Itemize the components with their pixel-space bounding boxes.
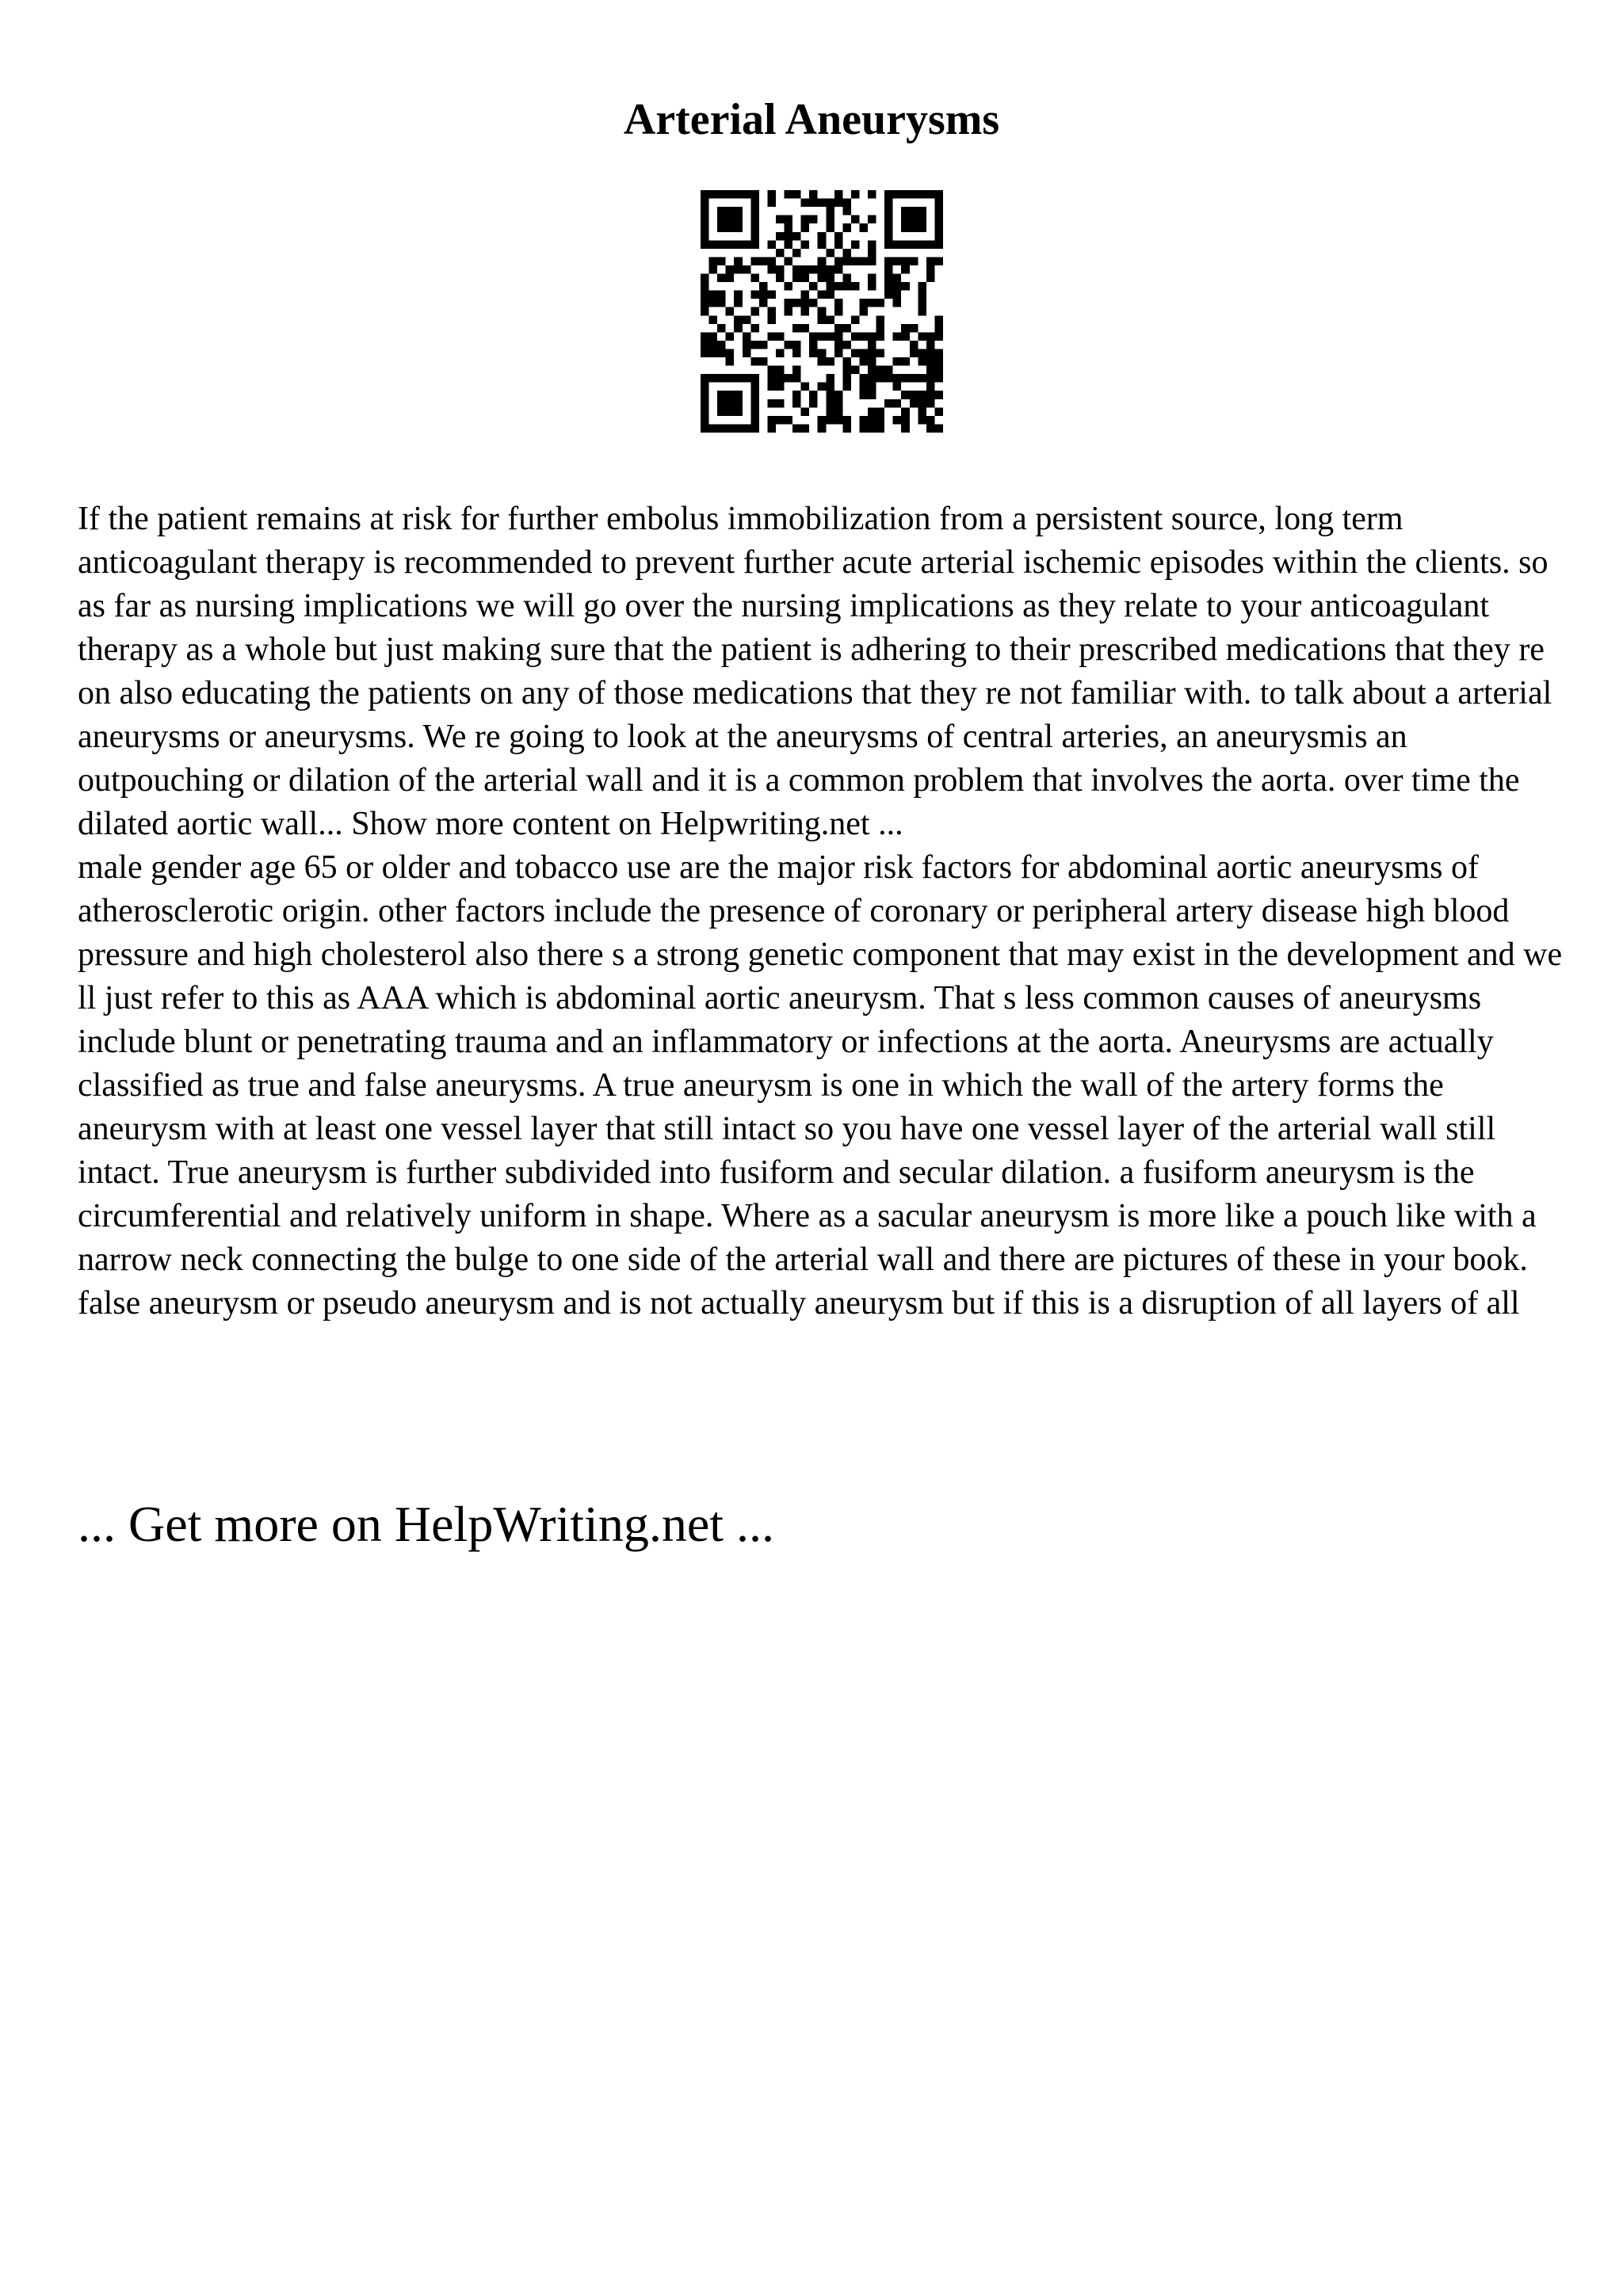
get-more-link[interactable]: ... Get more on HelpWriting.net ...	[78, 1496, 774, 1552]
paragraph-1: If the patient remains at risk for further embolus immobilization from a persistent source, long term anticoagulant therapy is recommended to prevent further acute arterial ischemic episodes within the clients. so as far as nursing implications we will go over the nursing implications as they relate to your anticoagulant therapy as a whole but just making sure that the patient is adhering to their prescribed medications that they re on also educating the patients on any of those medications that they re not familiar with. to talk about a arterial aneurysms or aneurysms. We re going to look at the aneurysms of central arteries, an aneurysmis an outpouching or dilation of the arterial wall and it is a common problem that involves the aorta. over time the dilated aortic wall... Show more content on Helpwriting.net ...	[78, 501, 1552, 842]
qr-code-icon[interactable]	[701, 190, 943, 433]
article-body	[78, 498, 1568, 1325]
paragraph-2: male gender age 65 or older and tobacco use are the major risk factors for abdominal aortic aneurysms of atherosclerotic origin. other factors include the presence of coronary or peripheral artery disease high blood pressure and high cholesterol also there s a strong genetic component that may exist in the development and we ll just refer to this as AAA which is abdominal aortic aneurysm. That s less common causes of aneurysms include blunt or penetrating trauma and an inflammatory or infections at the aorta. Aneurysms are actually classified as true and false aneurysms. A true aneurysm is one in which the wall of the artery forms the aneurysm with at least one vessel layer that still intact so you have one vessel layer of the arterial wall still intact. True aneurysm is further subdivided into fusiform and secular dilation. a fusiform aneurysm is the circumferential and relatively uniform in shape. Where as a sacular aneurysm is more like a pouch like with a narrow neck connecting the bulge to one side of the arterial wall and there are pictures of these in your book. false aneurysm or pseudo aneurysm and is not actually aneurysm but if this is a disruption of all layers of all	[78, 849, 1563, 1322]
document-title: Arterial Aneurysms	[623, 95, 1000, 144]
